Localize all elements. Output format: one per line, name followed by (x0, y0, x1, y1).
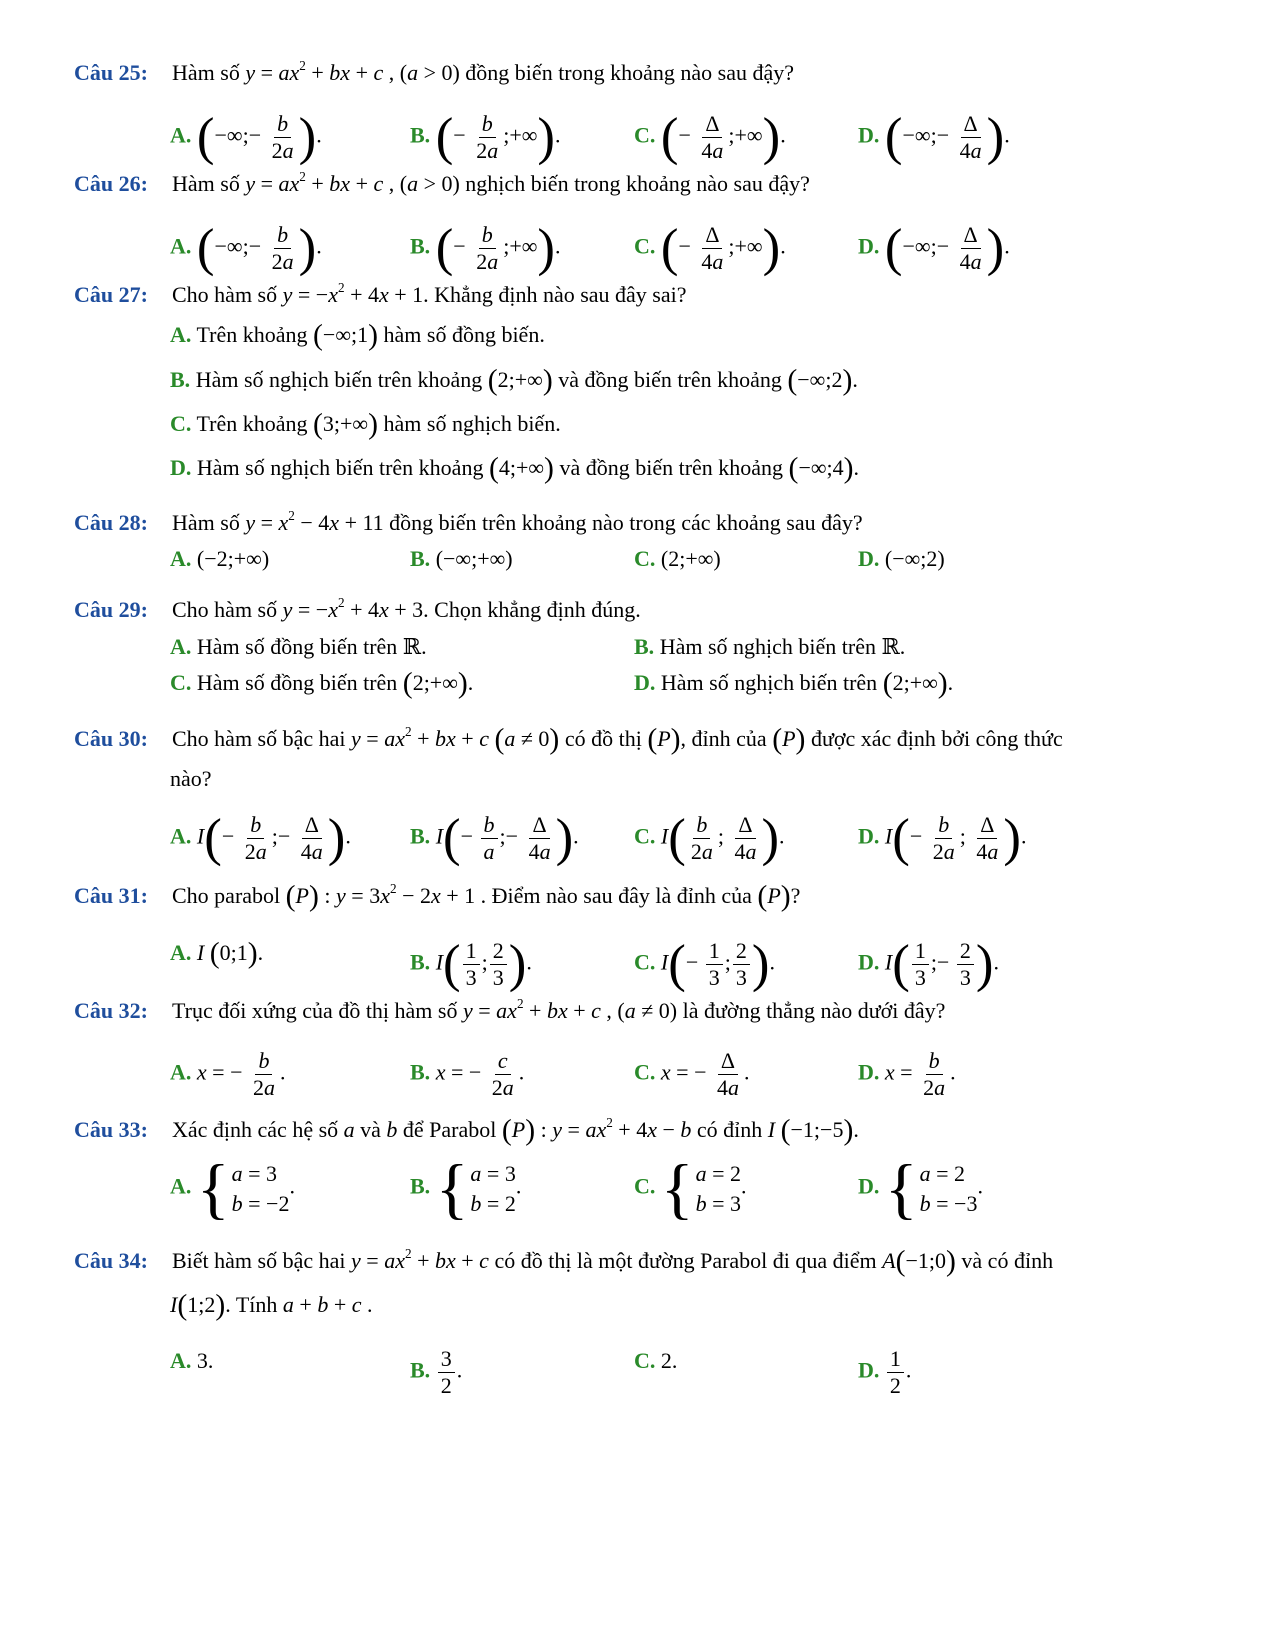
option-a[interactable]: A. Hàm số đồng biến trên ℝ. (170, 634, 427, 659)
question-stem: Cho hàm số bậc hai $y = ax^2$ + bx + c (a ≠ 0) có đồ thị (P), đỉnh của (P) được xác định bởi công thức (172, 723, 1063, 756)
option-d[interactable]: D. Hàm số nghịch biến trên (2;+∞). (634, 667, 954, 700)
question-stem: Cho hàm số $y = -x^2 + 4x + 3$. Chọn khẳng định đúng. (172, 595, 641, 622)
option-a[interactable]: A. 3. (170, 1348, 214, 1373)
option-d[interactable]: D. (−∞;− $\frac{\Delta}{4a}$ ). (858, 108, 1010, 167)
question-stem-continued: nào? (170, 766, 212, 791)
question-stem-continued: I(1;2). Tính a + b + c . (170, 1289, 373, 1322)
option-d[interactable]: D. { a = 2 b = −3 . (858, 1150, 983, 1226)
option-c[interactable]: C. { a = 2 b = 3 . (634, 1150, 747, 1226)
option-a[interactable]: A. (−∞;− $\frac{b}{2a}$ ). (170, 108, 322, 167)
option-d[interactable]: D. (−∞;− $\frac{\Delta}{4a}$ ). (858, 219, 1010, 278)
option-b[interactable]: B. $\frac{3}{2}$ . (410, 1346, 463, 1398)
question-27 (74, 280, 687, 310)
question-label: Câu 34: (74, 1248, 148, 1273)
question-label: Câu 25: (74, 60, 148, 85)
option-a[interactable]: A. (−2;+∞) (170, 546, 270, 571)
option-b[interactable]: B. (−∞;+∞) (410, 546, 513, 571)
question-34 (74, 1246, 1053, 1276)
option-d[interactable]: D. $\frac{1}{2}$ . (858, 1346, 912, 1398)
question-label: Câu 27: (74, 282, 148, 307)
question-28 (74, 508, 863, 538)
option-a[interactable]: A. x = − $\frac{b}{2a}$ . (170, 1048, 286, 1100)
option-a[interactable]: A. I (0;1). (170, 937, 264, 970)
option-a[interactable]: A. (−∞;− $\frac{b}{2a}$ ). (170, 219, 322, 278)
question-label: Câu 29: (74, 597, 148, 622)
option-b[interactable]: B. (− $\frac{b}{2a}$ ;+∞). (410, 108, 561, 167)
question-26 (74, 169, 810, 199)
question-31 (74, 881, 800, 911)
option-b[interactable]: B. I(− $\frac{b}{a}$ ;− $\frac{\Delta}{4a}$ ). (410, 809, 579, 868)
question-stem: Xác định các hệ số a và b để Parabol (P) : $y = ax^2 + 4x - b$ có đỉnh I (−1;−5). (172, 1114, 859, 1147)
option-c[interactable]: C. Hàm số đồng biến trên (2;+∞). (170, 667, 474, 700)
question-stem: Hàm số $y = ax^2$ + bx + c , (a > 0) nghịch biến trong khoảng nào sau đậy? (172, 169, 810, 196)
option-a[interactable]: A. Trên khoảng (−∞;1) hàm số đồng biến. (170, 319, 545, 352)
option-d[interactable]: D. I( $\frac{1}{3}$ ;− $\frac{2}{3}$ ). (858, 935, 999, 994)
option-d[interactable]: D. x = $\frac{b}{2a}$ . (858, 1048, 956, 1100)
option-d[interactable]: D. I(− $\frac{b}{2a}$ ; $\frac{\Delta}{4a}$ ). (858, 809, 1027, 868)
option-b[interactable]: B. Hàm số nghịch biến trên khoảng (2;+∞) và đồng biến trên khoảng (−∞;2). (170, 364, 858, 397)
option-b[interactable]: B. { a = 3 b = 2 . (410, 1150, 522, 1226)
question-label: Câu 31: (74, 883, 148, 908)
question-stem: Trục đối xứng của đồ thị hàm số $y = ax^2$ + bx + c , (a ≠ 0) là đường thẳng nào dưới đây? (172, 996, 946, 1023)
question-29 (74, 595, 641, 625)
option-b[interactable]: B. Hàm số nghịch biến trên ℝ. (634, 634, 906, 659)
option-c[interactable]: C. I( $\frac{b}{2a}$ ; $\frac{\Delta}{4a}$ ). (634, 809, 785, 868)
option-c[interactable]: C. 2. (634, 1348, 678, 1373)
option-c[interactable]: C. (2;+∞) (634, 546, 721, 571)
option-a[interactable]: A. I(− $\frac{b}{2a}$ ;− $\frac{\Delta}{4a}$ ). (170, 809, 351, 868)
question-stem: Hàm số $y = x^2 - 4x + 11$ đồng biến trên khoảng nào trong các khoảng sau đây? (172, 508, 863, 535)
question-label: Câu 33: (74, 1117, 148, 1142)
option-c[interactable]: C. Trên khoảng (3;+∞) hàm số nghịch biến. (170, 408, 561, 441)
option-a[interactable]: A. { a = 3 b = −2 . (170, 1150, 295, 1226)
option-c[interactable]: C. x = − $\frac{\Delta}{4a}$ . (634, 1048, 750, 1100)
option-c[interactable]: C. (− $\frac{\Delta}{4a}$ ;+∞). (634, 219, 786, 278)
option-d[interactable]: D. Hàm số nghịch biến trên khoảng (4;+∞) và đồng biến trên khoảng (−∞;4). (170, 452, 860, 485)
question-stem: Biết hàm số bậc hai $y = ax^2$ + bx + c có đồ thị là một đường Parabol đi qua điểm A(−1;0) và có đỉnh (172, 1245, 1054, 1278)
question-stem: Hàm số $y = ax^2$ + bx + c , (a > 0) đồng biến trong khoảng nào sau đậy? (172, 58, 795, 85)
question-label: Câu 32: (74, 998, 148, 1023)
question-label: Câu 26: (74, 171, 148, 196)
option-c[interactable]: C. I(− $\frac{1}{3}$ ; $\frac{2}{3}$ ). (634, 935, 775, 994)
question-stem: Cho hàm số $y = -x^2 + 4x + 1$. Khẳng định nào sau đây sai? (172, 280, 687, 307)
option-b[interactable]: B. (− $\frac{b}{2a}$ ;+∞). (410, 219, 561, 278)
option-b[interactable]: B. I( $\frac{1}{3}$ ; $\frac{2}{3}$ ). (410, 935, 532, 994)
question-33 (74, 1115, 859, 1145)
question-32 (74, 996, 945, 1026)
question-label: Câu 28: (74, 510, 148, 535)
option-b[interactable]: B. x = − $\frac{c}{2a}$ . (410, 1048, 525, 1100)
question-30 (74, 724, 1063, 754)
question-25 (74, 58, 794, 88)
question-stem: Cho parabol (P) : $y = 3x^2 - 2x + 1$ . Điểm nào sau đây là đỉnh của (P)? (172, 880, 801, 913)
option-d[interactable]: D. (−∞;2) (858, 546, 945, 571)
question-label: Câu 30: (74, 726, 148, 751)
option-c[interactable]: C. (− $\frac{\Delta}{4a}$ ;+∞). (634, 108, 786, 167)
